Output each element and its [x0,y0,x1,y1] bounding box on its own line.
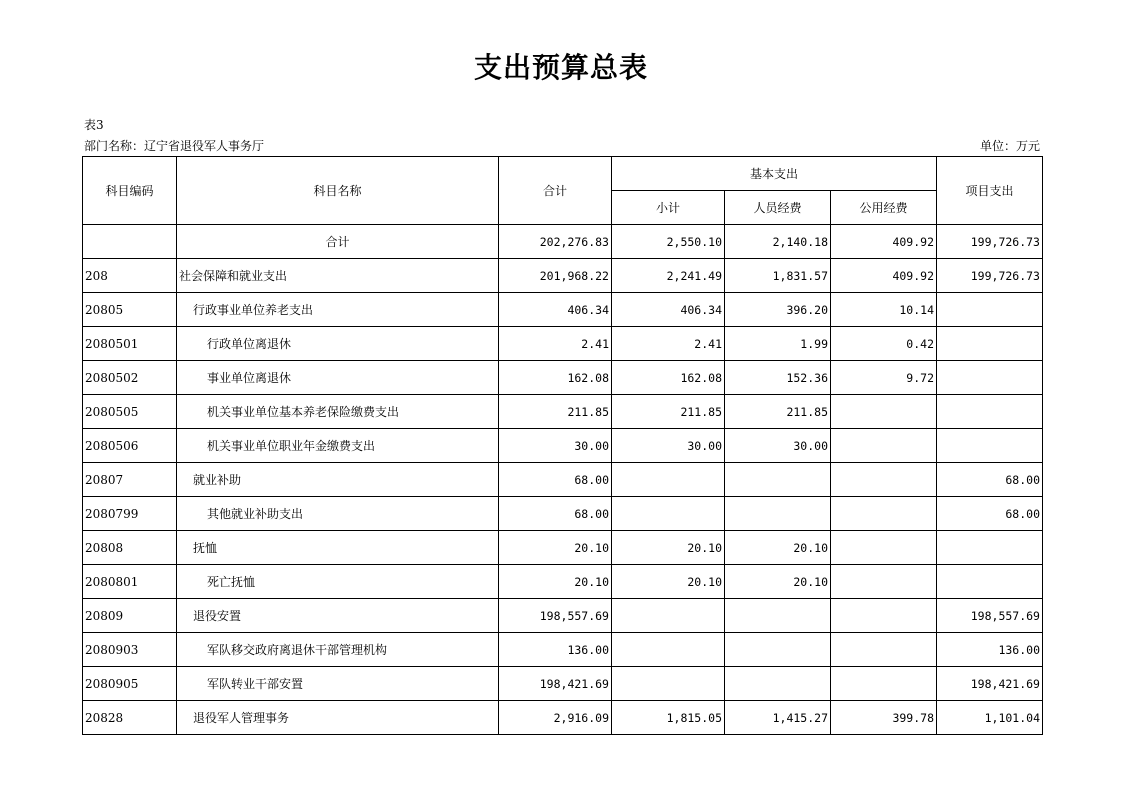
cell-subtotal: 2.41 [612,327,725,361]
table-row [83,327,1043,361]
cell-total: 20.10 [499,531,612,565]
cell-subtotal [612,463,725,497]
cell-code: 20808 [83,531,177,565]
cell-public: 9.72 [831,361,937,395]
cell-code: 2080801 [83,565,177,599]
cell-public [831,565,937,599]
cell-name-text: 机关事业单位基本养老保险缴费支出 [207,405,400,419]
table-row [83,667,1043,701]
cell-project [937,565,1043,599]
cell-project [937,531,1043,565]
cell-name [177,293,499,327]
cell-public [831,429,937,463]
cell-name [177,531,499,565]
cell-name [177,327,499,361]
cell-name-text: 合计 [325,235,350,249]
cell-project: 198,557.69 [937,599,1043,633]
header-name: 科目名称 [177,157,499,225]
cell-personnel: 20.10 [725,565,831,599]
cell-name-text: 行政事业单位养老支出 [193,303,314,317]
cell-project [937,429,1043,463]
cell-project: 1,101.04 [937,701,1043,735]
cell-public [831,667,937,701]
cell-public [831,633,937,667]
cell-personnel [725,463,831,497]
cell-project: 198,421.69 [937,667,1043,701]
cell-name-text: 就业补助 [193,473,242,487]
cell-name-text: 行政单位离退休 [207,337,292,351]
total-row [83,225,1043,259]
cell-personnel: 2,140.18 [725,225,831,259]
cell-total: 136.00 [499,633,612,667]
cell-name [177,497,499,531]
cell-code: 2080905 [83,667,177,701]
cell-personnel: 1,415.27 [725,701,831,735]
cell-code: 2080506 [83,429,177,463]
cell-name-text: 机关事业单位职业年金缴费支出 [207,439,376,453]
header-public: 公用经费 [831,191,937,225]
cell-name [177,395,499,429]
cell-code: 20828 [83,701,177,735]
cell-total: 202,276.83 [499,225,612,259]
cell-personnel: 152.36 [725,361,831,395]
cell-name [177,429,499,463]
table-row [83,701,1043,735]
cell-code: 20809 [83,599,177,633]
cell-public [831,531,937,565]
cell-name [177,463,499,497]
cell-total: 198,557.69 [499,599,612,633]
table-row [83,259,1043,293]
cell-subtotal: 2,550.10 [612,225,725,259]
cell-subtotal: 2,241.49 [612,259,725,293]
cell-code: 20807 [83,463,177,497]
cell-personnel [725,599,831,633]
table-row [83,429,1043,463]
cell-total: 20.10 [499,565,612,599]
header-basic-expenditure: 基本支出 [612,157,937,191]
cell-personnel: 1,831.57 [725,259,831,293]
budget-table [82,156,1043,735]
cell-total: 68.00 [499,497,612,531]
cell-subtotal: 20.10 [612,565,725,599]
cell-total: 2,916.09 [499,701,612,735]
cell-total: 30.00 [499,429,612,463]
cell-name-text: 退役安置 [193,609,242,623]
cell-subtotal: 20.10 [612,531,725,565]
cell-name [177,259,499,293]
cell-personnel [725,633,831,667]
cell-subtotal: 162.08 [612,361,725,395]
table-row [83,361,1043,395]
cell-name [177,701,499,735]
header-project-expenditure: 项目支出 [937,157,1043,225]
cell-name [177,599,499,633]
cell-total: 201,968.22 [499,259,612,293]
table-row [83,497,1043,531]
cell-name-text: 退役军人管理事务 [193,711,290,725]
cell-name [177,565,499,599]
cell-total: 162.08 [499,361,612,395]
cell-project: 199,726.73 [937,225,1043,259]
cell-personnel: 396.20 [725,293,831,327]
header-total: 合计 [499,157,612,225]
cell-subtotal [612,497,725,531]
cell-name-text: 死亡抚恤 [207,575,256,589]
cell-total: 68.00 [499,463,612,497]
cell-public [831,599,937,633]
cell-project: 68.00 [937,463,1043,497]
cell-personnel: 1.99 [725,327,831,361]
cell-project [937,293,1043,327]
cell-code [83,225,177,259]
table-row [83,599,1043,633]
cell-code: 2080501 [83,327,177,361]
department-name: 部门名称：辽宁省退役军人事务厅 [84,139,265,153]
cell-code: 208 [83,259,177,293]
cell-personnel [725,667,831,701]
cell-code: 2080799 [83,497,177,531]
cell-public: 0.42 [831,327,937,361]
cell-project [937,327,1043,361]
table-row [83,293,1043,327]
cell-name [177,667,499,701]
cell-name-text: 事业单位离退休 [207,371,292,385]
cell-name-text: 军队转业干部安置 [207,677,304,691]
cell-public [831,395,937,429]
cell-personnel: 211.85 [725,395,831,429]
cell-public [831,497,937,531]
cell-subtotal: 406.34 [612,293,725,327]
header-row [83,157,1043,191]
cell-total: 2.41 [499,327,612,361]
cell-personnel: 30.00 [725,429,831,463]
table-row [83,463,1043,497]
cell-name-text: 社会保障和就业支出 [179,269,288,283]
table-number: 表3 [84,118,104,132]
cell-name-text: 其他就业补助支出 [207,507,304,521]
cell-name [177,361,499,395]
cell-name-text: 抚恤 [193,541,218,555]
unit-label: 单位：万元 [979,139,1040,153]
cell-subtotal: 1,815.05 [612,701,725,735]
cell-subtotal: 30.00 [612,429,725,463]
page-title: 支出预算总表 [473,51,648,84]
cell-personnel [725,497,831,531]
cell-code: 2080505 [83,395,177,429]
cell-subtotal [612,599,725,633]
cell-public [831,463,937,497]
table-row [83,633,1043,667]
table-row [83,531,1043,565]
cell-total: 406.34 [499,293,612,327]
cell-project: 199,726.73 [937,259,1043,293]
header-code: 科目编码 [83,157,177,225]
cell-public: 399.78 [831,701,937,735]
cell-project: 68.00 [937,497,1043,531]
cell-project [937,395,1043,429]
cell-name [177,633,499,667]
cell-total: 198,421.69 [499,667,612,701]
cell-public: 409.92 [831,225,937,259]
cell-project [937,361,1043,395]
cell-name-text: 军队移交政府离退休干部管理机构 [207,643,388,657]
cell-code: 20805 [83,293,177,327]
cell-public: 10.14 [831,293,937,327]
cell-code: 2080502 [83,361,177,395]
header-personnel: 人员经费 [725,191,831,225]
cell-name [177,225,499,259]
cell-project: 136.00 [937,633,1043,667]
table-row [83,565,1043,599]
cell-public: 409.92 [831,259,937,293]
table-body [83,225,1043,735]
cell-total: 211.85 [499,395,612,429]
cell-code: 2080903 [83,633,177,667]
cell-subtotal [612,633,725,667]
table-row [83,395,1043,429]
header-subtotal: 小计 [612,191,725,225]
cell-subtotal [612,667,725,701]
cell-subtotal: 211.85 [612,395,725,429]
cell-personnel: 20.10 [725,531,831,565]
